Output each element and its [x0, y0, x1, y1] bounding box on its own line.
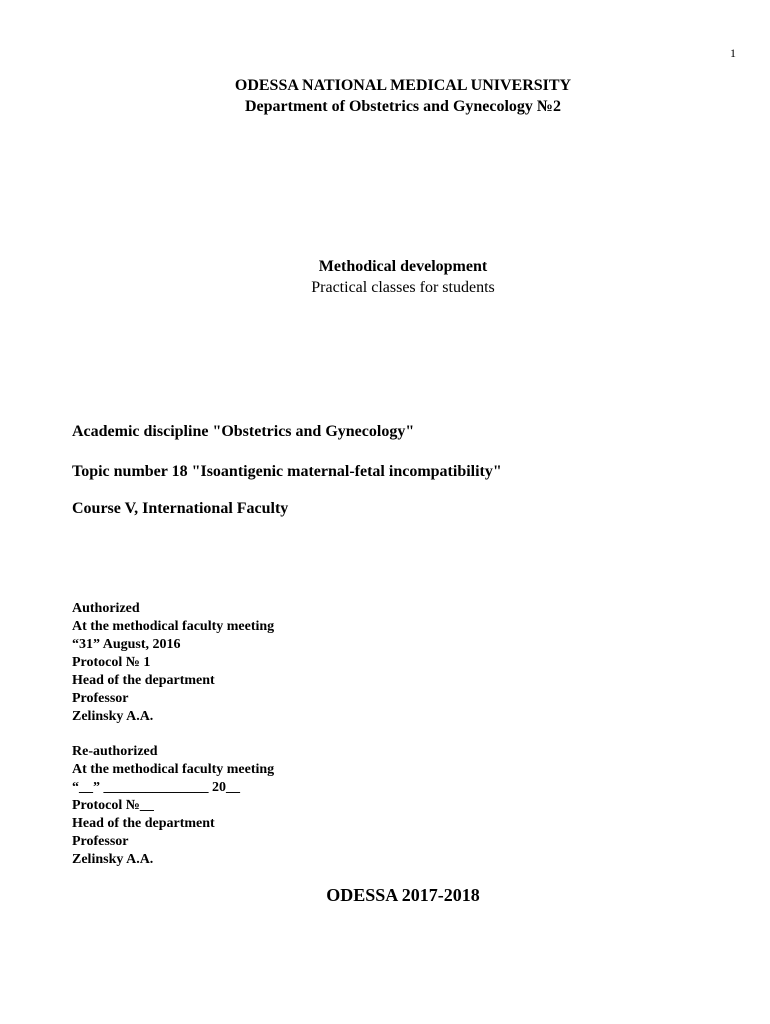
- department-name: Department of Obstetrics and Gynecology №2: [244, 98, 562, 115]
- auth-meeting: At the methodical faculty meeting: [72, 619, 275, 634]
- reauthorization-block: [72, 743, 274, 869]
- method-title: Methodical development: [318, 258, 488, 275]
- auth-status: Authorized: [72, 601, 140, 616]
- auth-protocol: Protocol № 1: [72, 655, 151, 670]
- course-line: Course V, International Faculty: [72, 500, 289, 517]
- footer-city-years: ODESSA 2017-2018: [326, 885, 480, 905]
- auth-date: “31” August, 2016: [72, 637, 181, 652]
- discipline-line: Academic discipline "Obstetrics and Gynecology": [72, 423, 415, 440]
- reauth-date: “__” _______________ 20__: [72, 780, 240, 795]
- method-heading: [0, 256, 770, 298]
- course-info: [72, 422, 502, 519]
- topic-line: Topic number 18 "Isoantigenic maternal-fetal incompatibility": [72, 463, 502, 480]
- reauth-title: Professor: [72, 834, 129, 849]
- reauth-status: Re-authorized: [72, 744, 158, 759]
- document-header: [0, 75, 770, 117]
- university-name: ODESSA NATIONAL MEDICAL UNIVERSITY: [234, 77, 572, 94]
- reauth-name: Zelinsky A.A.: [72, 852, 154, 867]
- reauth-meeting: At the methodical faculty meeting: [72, 762, 275, 777]
- reauth-head: Head of the department: [72, 816, 215, 831]
- method-subtitle: Practical classes for students: [311, 279, 495, 296]
- auth-head: Head of the department: [72, 673, 215, 688]
- page-number: 1: [730, 46, 736, 60]
- auth-title: Professor: [72, 691, 129, 706]
- auth-name: Zelinsky A.A.: [72, 709, 154, 724]
- authorization-block: [72, 600, 274, 726]
- reauth-protocol: Protocol №__: [72, 798, 154, 813]
